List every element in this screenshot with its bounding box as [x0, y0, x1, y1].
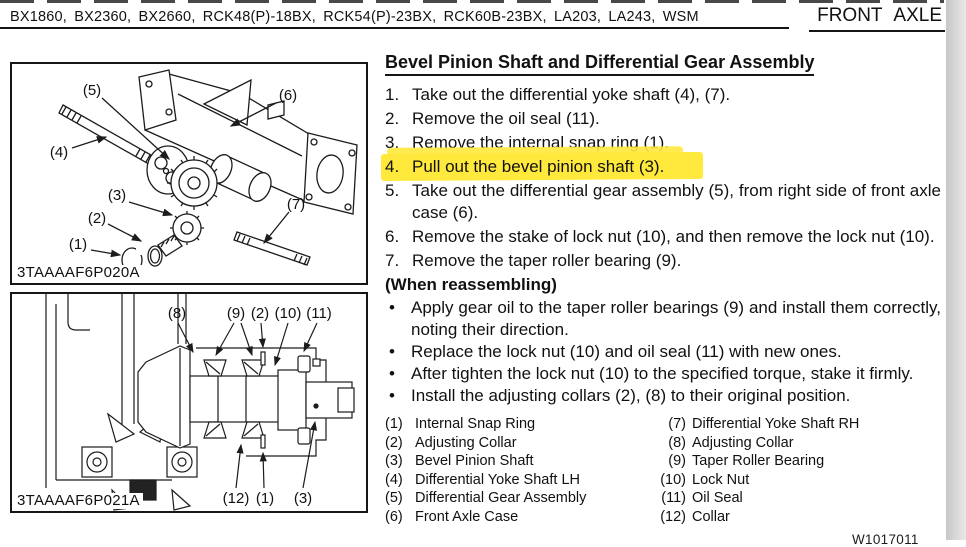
- callout-label-6: (6): [278, 87, 298, 104]
- step-item-4-highlighted: [385, 156, 941, 178]
- step-item-6: [385, 226, 941, 248]
- callout-label-8: (8): [167, 305, 187, 322]
- header-model-list: BX1860, BX2360, BX2660, RCK48(P)-18BX, RCK54(P)-23BX, RCK60B-23BX, LA203, LA243, WSM: [10, 9, 699, 25]
- part-number: (2): [385, 434, 403, 451]
- figure-caption: 3TAAAAF6P021A: [17, 493, 143, 509]
- part-number: (8): [668, 434, 686, 451]
- reassembling-heading: (When reassembling): [385, 275, 557, 294]
- callout-label-2: (2): [87, 210, 107, 227]
- header-rule: [0, 27, 789, 29]
- parts-column-right: [650, 415, 941, 527]
- page-edge-gutter: [946, 0, 966, 540]
- part-number: (3): [385, 453, 403, 470]
- exploded-view-diagram: [12, 64, 366, 283]
- callout-label-7: (7): [286, 196, 306, 213]
- bullet-marker: •: [389, 342, 395, 361]
- callout-label-11: (11): [306, 305, 332, 322]
- cross-section-diagram: [12, 294, 366, 511]
- part-row: [650, 415, 941, 434]
- part-number: (4): [385, 471, 403, 488]
- step-text: Take out the differential yoke shaft (4), (7).: [412, 85, 731, 104]
- step-number: 7.: [385, 251, 400, 270]
- step-number: 6.: [385, 227, 400, 246]
- part-name: Differential Yoke Shaft RH: [692, 416, 860, 432]
- callout-label-2b: (2): [250, 305, 270, 322]
- page-top-edge-marks: [0, 0, 944, 3]
- part-row: [650, 471, 941, 490]
- part-name: Adjusting Collar: [415, 434, 517, 451]
- step-number: 2.: [385, 109, 400, 128]
- step-text: Take out the differential gear assembly (5), from right side of front axle case (6).: [412, 181, 941, 222]
- part-number: (12): [660, 508, 686, 525]
- step-number: 3.: [385, 133, 400, 152]
- part-row: [385, 434, 650, 453]
- callout-label-10: (10): [274, 305, 302, 322]
- bullet-text: Apply gear oil to the taper roller bearings (9) and install them correctly, noting their direction.: [411, 298, 941, 339]
- step-number: 5.: [385, 181, 400, 200]
- step-text: Remove the taper roller bearing (9).: [412, 251, 682, 270]
- header-section-title: FRONT AXLE: [809, 5, 945, 32]
- part-row: [385, 489, 650, 508]
- bullet-text: Replace the lock nut (10) and oil seal (11) with new ones.: [411, 342, 842, 361]
- bullet-item: [385, 341, 941, 363]
- step-list: [385, 84, 941, 272]
- part-row: [385, 471, 650, 490]
- part-name: Bevel Pinion Shaft: [415, 453, 534, 470]
- part-row: [385, 452, 650, 471]
- callout-label-5: (5): [82, 82, 102, 99]
- callout-label-4: (4): [49, 144, 69, 161]
- page-reference-code: W1017011: [852, 532, 919, 547]
- bullet-item: [385, 363, 941, 385]
- part-number: (7): [668, 416, 686, 432]
- bullet-marker: •: [389, 298, 395, 317]
- callout-label-3: (3): [107, 187, 127, 204]
- part-name: Differential Gear Assembly: [415, 490, 587, 507]
- reassembling-bullet-list: [385, 297, 941, 407]
- part-row: [385, 415, 650, 434]
- part-number: (6): [385, 508, 403, 525]
- part-name: Lock Nut: [692, 471, 750, 488]
- callout-label-1b: (1): [255, 490, 275, 507]
- bullet-marker: •: [389, 364, 395, 383]
- step-item-7: [385, 250, 941, 272]
- step-number: 1.: [385, 85, 400, 104]
- part-name: Front Axle Case: [415, 508, 519, 525]
- part-number: (9): [668, 453, 686, 470]
- part-row: [385, 508, 650, 527]
- part-name: Differential Yoke Shaft LH: [415, 471, 580, 488]
- step-item-1: [385, 84, 941, 106]
- part-number: (5): [385, 490, 403, 507]
- part-name: Oil Seal: [692, 490, 743, 507]
- bullet-marker: •: [389, 386, 395, 405]
- figure-exploded-view: [10, 62, 368, 285]
- part-name: Taper Roller Bearing: [692, 453, 825, 470]
- figure-cross-section: [10, 292, 368, 513]
- part-row: [650, 452, 941, 471]
- callout-label-1: (1): [68, 236, 88, 253]
- bullet-text: After tighten the lock nut (10) to the specified torque, stake it firmly.: [411, 364, 914, 383]
- part-number: (11): [661, 490, 686, 507]
- parts-legend: [385, 415, 941, 527]
- step-text: Pull out the bevel pinion shaft (3).: [412, 157, 665, 176]
- step-text: Remove the oil seal (11).: [412, 109, 600, 128]
- bullet-item: [385, 385, 941, 407]
- part-row: [650, 434, 941, 453]
- callout-label-3b: (3): [293, 490, 313, 507]
- part-row: [650, 508, 941, 527]
- part-number: (10): [660, 471, 686, 488]
- part-name: Internal Snap Ring: [415, 416, 536, 432]
- part-number: (1): [385, 416, 403, 432]
- procedure-section: [385, 52, 941, 527]
- bullet-item: [385, 297, 941, 341]
- step-text: Remove the stake of lock nut (10), and then remove the lock nut (10).: [412, 227, 935, 246]
- figure-caption: 3TAAAAF6P020A: [17, 265, 143, 281]
- part-row: [650, 489, 941, 508]
- step-item-2: [385, 108, 941, 130]
- part-name: Adjusting Collar: [692, 434, 794, 451]
- callout-label-9: (9): [226, 305, 246, 322]
- step-number: 4.: [385, 157, 400, 176]
- section-title: Bevel Pinion Shaft and Differential Gear Assembly: [385, 52, 814, 76]
- step-item-5: [385, 180, 941, 224]
- parts-column-left: [385, 415, 650, 527]
- part-name: Collar: [692, 508, 730, 525]
- step-text: Remove the internal snap ring (1).: [412, 133, 670, 152]
- callout-label-12: (12): [222, 490, 250, 507]
- bullet-text: Install the adjusting collars (2), (8) to their original position.: [411, 386, 851, 405]
